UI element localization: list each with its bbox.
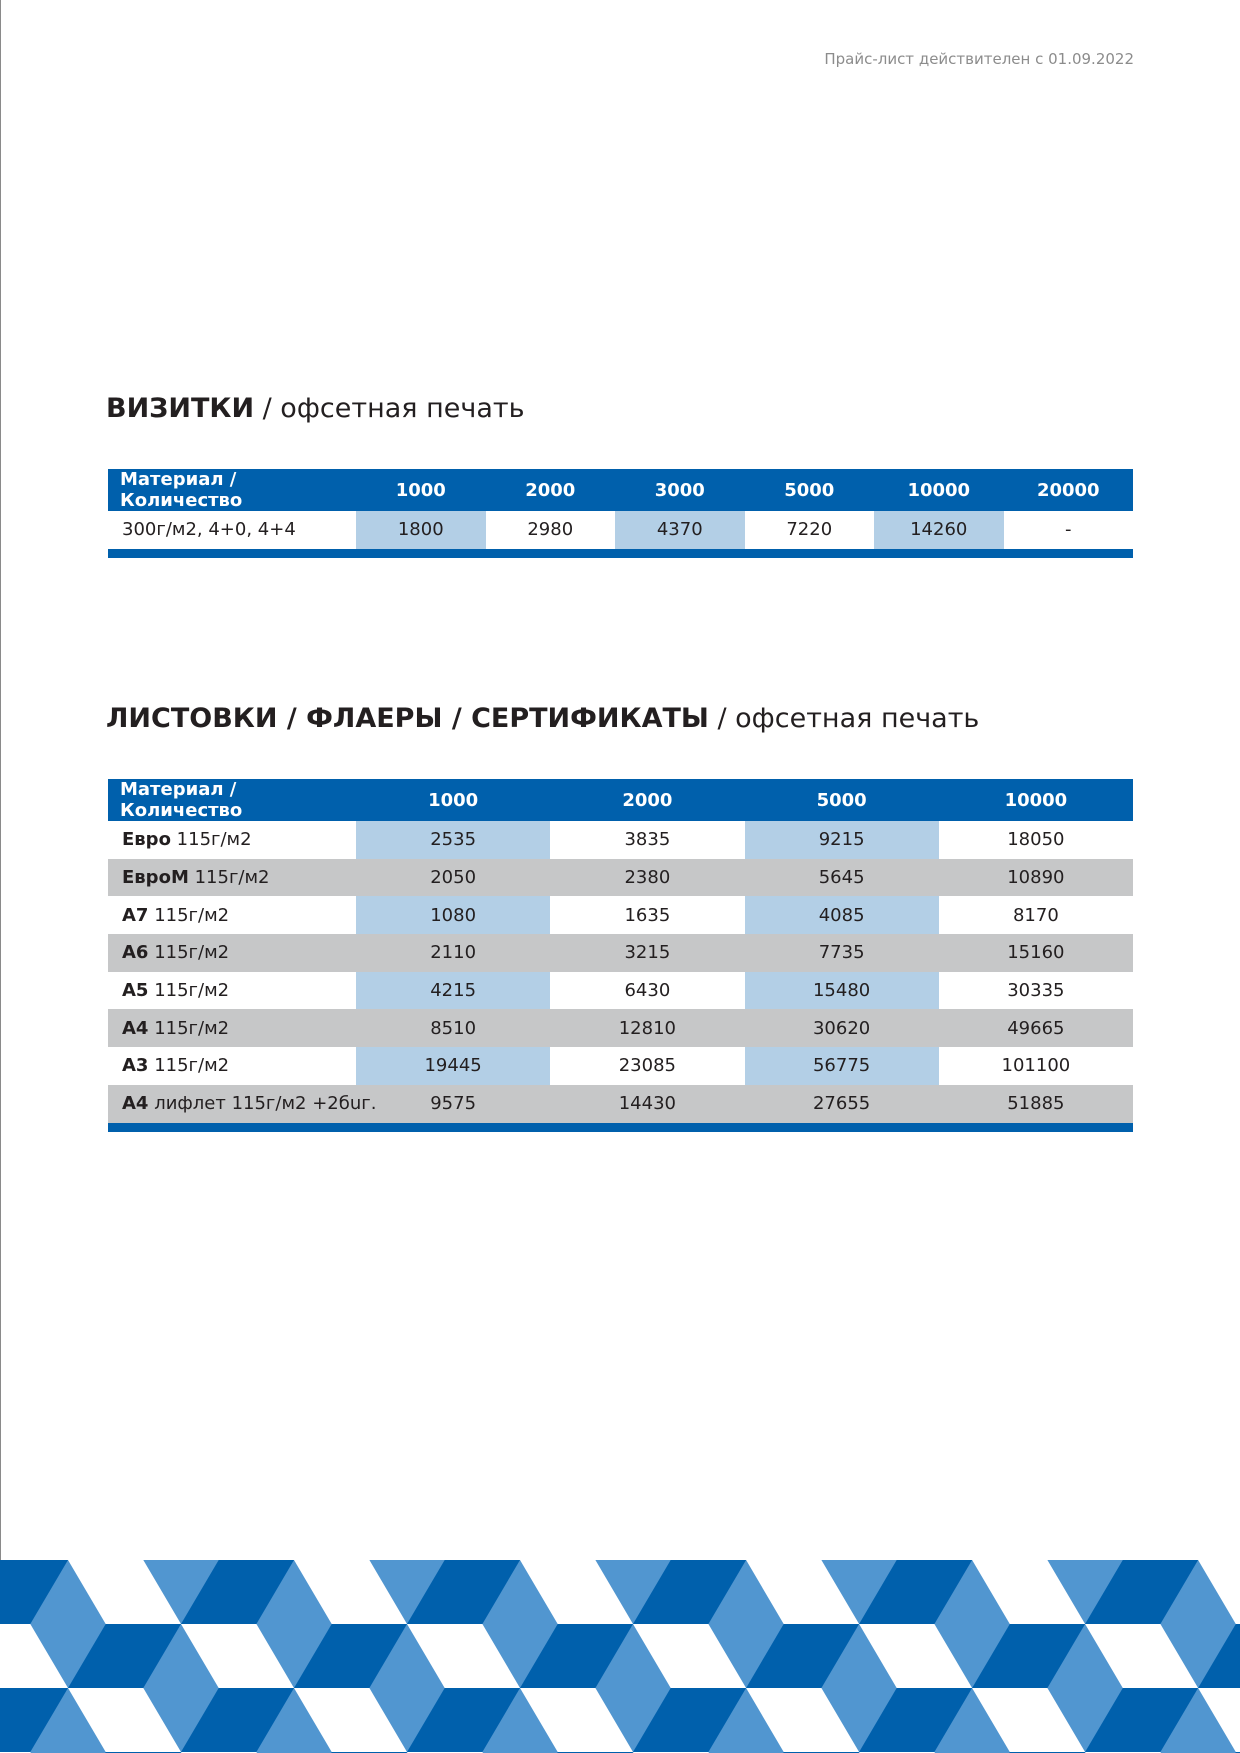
price-cell: 30620 — [745, 1009, 939, 1047]
price-cell: 1080 — [356, 896, 550, 934]
table-header-row — [108, 779, 1133, 821]
leaflets-title — [106, 703, 979, 734]
price-cell: 27655 — [745, 1085, 939, 1123]
leaflets-price-table — [108, 779, 1133, 1132]
business-cards-title-bold: ВИЗИТКИ — [106, 393, 255, 424]
table-row — [108, 1047, 1133, 1085]
price-cell: 8170 — [1012, 904, 1059, 926]
material-spec: 115г/м2 — [148, 942, 230, 964]
leaflets-title-subtitle: / офсетная печать — [708, 703, 980, 734]
table-footer-bar — [108, 549, 1133, 558]
material-name: Евро — [122, 829, 171, 851]
price-cell: 9215 — [745, 821, 939, 859]
business-cards-title-subtitle: / офсетная печать — [254, 393, 525, 424]
page-left-border — [0, 0, 1, 1561]
material-name: А4 — [122, 1017, 149, 1039]
material-spec: лифлет 115г/м2 +2бuг. — [148, 1093, 377, 1115]
column-header-quantity: 2000 — [550, 779, 744, 821]
column-header-quantity: 5000 — [745, 779, 939, 821]
table-row — [108, 1009, 1133, 1047]
material-cell — [108, 972, 356, 1010]
material-cell — [108, 934, 356, 972]
table-footer-bar — [108, 1123, 1133, 1132]
column-header-quantity: 20000 — [1004, 469, 1134, 511]
price-cell: 12810 — [550, 1009, 744, 1047]
price-cell: 4370 — [615, 511, 745, 549]
material-spec: 115г/м2 — [148, 1017, 230, 1039]
material-spec: 115г/м2 — [188, 867, 270, 889]
leaflets-title-bold: ЛИСТОВКИ / ФЛАЕРЫ / СЕРТИФИКАТЫ — [106, 703, 709, 734]
column-header-quantity: 10000 — [874, 469, 1004, 511]
table-row — [108, 511, 1133, 549]
material-cell — [108, 859, 356, 897]
material-cell — [108, 896, 356, 934]
price-cell: 19445 — [356, 1047, 550, 1085]
price-cell: 2380 — [550, 859, 744, 897]
price-cell: 15160 — [939, 934, 1133, 972]
price-cell: 7220 — [786, 519, 833, 541]
column-header-quantity: 3000 — [615, 469, 745, 511]
material-cell — [108, 1047, 356, 1085]
price-cell: - — [1065, 519, 1072, 541]
tumbling-blocks-pattern — [0, 1560, 1240, 1753]
price-cell: 7735 — [745, 934, 939, 972]
price-cell: 101100 — [1001, 1055, 1071, 1077]
column-header-material: Материал / Количество — [108, 779, 356, 821]
price-cell: 8510 — [356, 1009, 550, 1047]
price-cell: 4085 — [745, 896, 939, 934]
price-cell: 3835 — [624, 829, 671, 851]
material-cell — [108, 821, 356, 859]
price-cell: 5645 — [745, 859, 939, 897]
price-cell: 14260 — [874, 511, 1004, 549]
price-cell: 14430 — [550, 1085, 744, 1123]
price-cell: 49665 — [939, 1009, 1133, 1047]
material-spec: 115г/м2 — [170, 829, 252, 851]
price-cell: 1635 — [624, 904, 671, 926]
column-header-quantity: 1000 — [356, 779, 550, 821]
material-name: А5 — [122, 980, 149, 1002]
table-header-row — [108, 469, 1133, 511]
material-spec: 115г/м2 — [148, 904, 230, 926]
material-spec: 300г/м2, 4+0, 4+4 — [122, 519, 296, 541]
price-cell: 51885 — [939, 1085, 1133, 1123]
material-cell — [108, 511, 356, 549]
material-spec: 115г/м2 — [148, 980, 230, 1002]
material-cell — [108, 1009, 356, 1047]
table-row — [108, 934, 1133, 972]
column-header-quantity: 2000 — [486, 469, 616, 511]
price-cell: 2980 — [527, 519, 574, 541]
table-row — [108, 821, 1133, 859]
table-row — [108, 1085, 1133, 1123]
material-cell — [108, 1085, 377, 1123]
price-cell: 6430 — [624, 980, 671, 1002]
price-cell: 2050 — [356, 859, 550, 897]
price-cell: 23085 — [618, 1055, 676, 1077]
price-cell: 9575 — [356, 1085, 550, 1123]
price-cell: 3215 — [550, 934, 744, 972]
price-cell: 56775 — [745, 1047, 939, 1085]
material-name: А6 — [122, 942, 149, 964]
material-name: ЕвроМ — [122, 867, 189, 889]
price-cell: 2535 — [356, 821, 550, 859]
price-cell: 2110 — [356, 934, 550, 972]
column-header-quantity: 10000 — [939, 779, 1133, 821]
column-header-material: Материал / Количество — [108, 469, 356, 511]
table-row — [108, 896, 1133, 934]
price-cell: 10890 — [939, 859, 1133, 897]
price-cell: 4215 — [356, 972, 550, 1010]
price-cell: 30335 — [1007, 980, 1065, 1002]
business-cards-title — [106, 393, 525, 424]
price-cell: 18050 — [1007, 829, 1065, 851]
business-cards-price-table — [108, 469, 1133, 558]
material-name: А7 — [122, 904, 149, 926]
price-list-valid-date: Прайс-лист действителен с 01.09.2022 — [824, 50, 1134, 68]
table-row — [108, 972, 1133, 1010]
material-spec: 115г/м2 — [148, 1055, 230, 1077]
price-cell: 15480 — [745, 972, 939, 1010]
table-row — [108, 859, 1133, 897]
material-name: А4 — [122, 1093, 149, 1115]
column-header-quantity: 1000 — [356, 469, 486, 511]
column-header-quantity: 5000 — [745, 469, 875, 511]
material-name: А3 — [122, 1055, 149, 1077]
price-cell: 1800 — [356, 511, 486, 549]
